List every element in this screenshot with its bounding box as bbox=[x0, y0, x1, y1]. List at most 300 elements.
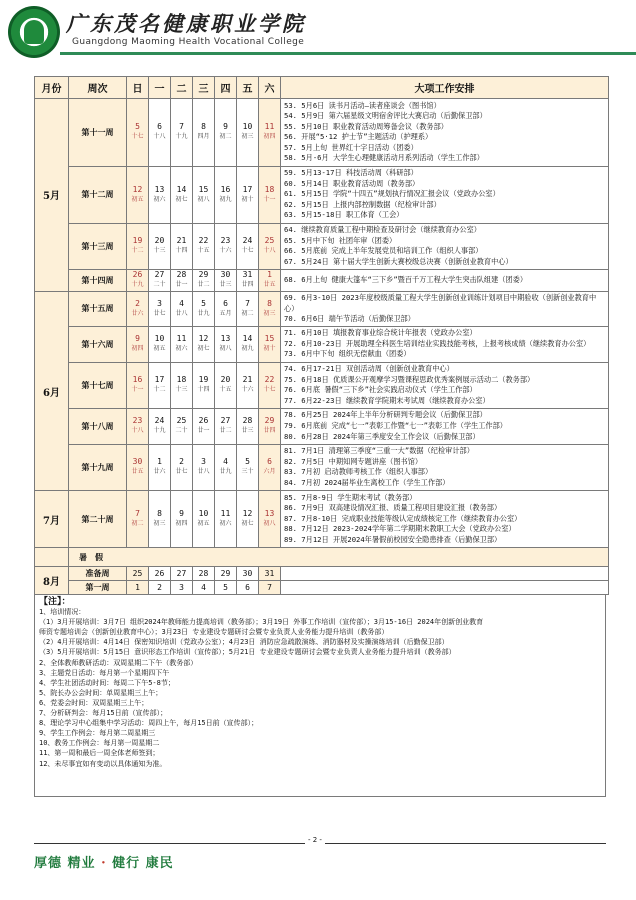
work-item: 81. 7月1日 清理第三季度“三重一大”数据（纪检审计部） bbox=[284, 446, 474, 456]
lunar-date: 初五 bbox=[131, 195, 144, 203]
day-number: 20 bbox=[154, 236, 165, 246]
day-number-cell: 1 bbox=[127, 581, 149, 595]
day-cell bbox=[193, 326, 215, 362]
blank-cell bbox=[281, 567, 609, 581]
lunar-date: 十九 bbox=[131, 281, 144, 289]
day-cell bbox=[259, 269, 281, 291]
blank-cell bbox=[281, 581, 609, 595]
week-row bbox=[35, 362, 609, 408]
day-cell bbox=[259, 362, 281, 408]
week-row bbox=[35, 223, 609, 269]
note-line: 11、第一周和最后一周全体老师签到； bbox=[39, 749, 160, 758]
day-number: 16 bbox=[132, 375, 143, 385]
week-cell: 第十二周 bbox=[69, 166, 127, 223]
lunar-date: 十九 bbox=[175, 133, 188, 141]
day-cell bbox=[149, 326, 171, 362]
day-cell bbox=[215, 362, 237, 408]
lunar-date: 十二 bbox=[131, 247, 144, 255]
day-cell bbox=[149, 444, 171, 490]
header-cell: 四 bbox=[215, 77, 237, 99]
day-number-cell: 7 bbox=[259, 581, 281, 595]
day-cell bbox=[237, 362, 259, 408]
day-number: 2 bbox=[135, 298, 140, 308]
day-number-cell: 28 bbox=[193, 567, 215, 581]
day-number-cell: 30 bbox=[237, 567, 259, 581]
note-line: 6、党委会时间：双周星期三上午； bbox=[39, 698, 149, 707]
day-number: 15 bbox=[264, 334, 275, 344]
day-number-cell: 3 bbox=[171, 581, 193, 595]
work-item: 68. 6月上旬 健康大篷车“三下乡”暨百千万工程大学生突击队组建（团委） bbox=[284, 275, 528, 285]
college-name-cn: 广东茂名健康职业学院 bbox=[66, 11, 306, 36]
week-row bbox=[35, 99, 609, 167]
day-number: 28 bbox=[242, 416, 253, 426]
lunar-date: 初四 bbox=[175, 520, 188, 528]
day-number: 4 bbox=[223, 457, 228, 467]
month-cell: 5月 bbox=[35, 99, 69, 292]
lunar-date: 初三 bbox=[153, 520, 166, 528]
motto-part-b: 健行 康民 bbox=[112, 856, 174, 871]
day-number: 10 bbox=[198, 509, 209, 519]
day-number: 30 bbox=[220, 270, 231, 280]
day-number: 4 bbox=[179, 298, 184, 308]
lunar-date: 初七 bbox=[241, 520, 254, 528]
college-name-en: Guangdong Maoming Health Vocational College bbox=[72, 37, 305, 47]
day-cell bbox=[215, 491, 237, 548]
work-item: 85. 7月8-9日 学生期末考试（教务部） bbox=[284, 492, 417, 502]
work-item: 74. 6月17-21日 双创活动周（创新创业教育中心） bbox=[284, 364, 454, 374]
day-cell bbox=[171, 166, 193, 223]
note-line: 2、全体教师教研活动：双周星期二下午（教务部） bbox=[39, 658, 198, 667]
table-header-row bbox=[35, 77, 609, 99]
day-cell bbox=[127, 408, 149, 444]
header-cell: 六 bbox=[259, 77, 281, 99]
day-number: 26 bbox=[198, 416, 209, 426]
day-cell bbox=[171, 223, 193, 269]
day-cell bbox=[237, 444, 259, 490]
day-cell bbox=[127, 326, 149, 362]
note-line: 3、主题党日活动：每月第一个星期四下午 bbox=[39, 668, 170, 677]
day-cell bbox=[149, 362, 171, 408]
lunar-date: 初四 bbox=[263, 133, 276, 141]
work-item: 59. 5月13-17日 科技活动周（科研部） bbox=[284, 168, 418, 178]
page-header bbox=[0, 0, 636, 62]
work-item: 56. 开展“5·12 护士节”主题活动（护理系） bbox=[284, 132, 433, 142]
motto-part-a: 厚德 精业 bbox=[34, 856, 96, 871]
header-divider bbox=[60, 52, 636, 55]
lunar-date: 廿二 bbox=[219, 427, 232, 435]
work-item: 65. 5月中下旬 社团年审（团委） bbox=[284, 235, 397, 245]
day-cell bbox=[171, 444, 193, 490]
work-item: 64. 继续教育质量工程中期检查及研讨会（继续教育办公室） bbox=[284, 225, 481, 235]
header-cell: 月份 bbox=[35, 77, 69, 99]
work-item: 77. 6月22-23日 继续教育学院期末考试周（继续教育办公室） bbox=[284, 395, 490, 405]
vacation-spacer bbox=[35, 548, 69, 567]
day-cell bbox=[237, 491, 259, 548]
week-cell: 第十四周 bbox=[69, 269, 127, 291]
day-number-cell: 26 bbox=[149, 567, 171, 581]
day-cell bbox=[259, 491, 281, 548]
lunar-date: 廿五 bbox=[131, 468, 144, 476]
day-cell bbox=[193, 362, 215, 408]
week-row bbox=[35, 491, 609, 548]
day-cell bbox=[237, 326, 259, 362]
work-items-cell bbox=[281, 444, 609, 490]
day-number: 3 bbox=[201, 457, 206, 467]
work-item: 67. 5月24日 第十届大学生创新大赛校级总决赛（创新创业教育中心） bbox=[284, 256, 513, 266]
day-cell bbox=[215, 408, 237, 444]
lunar-date: 十三 bbox=[175, 386, 188, 394]
lunar-date: 初五 bbox=[197, 520, 210, 528]
lunar-date: 初八 bbox=[219, 345, 232, 353]
lunar-date: 十一 bbox=[131, 386, 144, 394]
lunar-date: 十七 bbox=[131, 133, 144, 141]
work-item: 62. 5月15日 上报内部控制数据（纪检审计部） bbox=[284, 199, 441, 209]
week-cell: 第十三周 bbox=[69, 223, 127, 269]
day-number: 25 bbox=[176, 416, 187, 426]
day-cell bbox=[127, 362, 149, 408]
day-number: 11 bbox=[176, 334, 187, 344]
day-cell bbox=[127, 99, 149, 167]
day-number: 24 bbox=[242, 236, 253, 246]
page-number: - 2 - bbox=[305, 836, 325, 844]
work-items-cell bbox=[281, 491, 609, 548]
lunar-date: 初四 bbox=[131, 345, 144, 353]
day-number: 24 bbox=[154, 416, 165, 426]
day-cell bbox=[237, 166, 259, 223]
lunar-date: 十四 bbox=[197, 386, 210, 394]
header-cell: 五 bbox=[237, 77, 259, 99]
lunar-date: 初八 bbox=[263, 520, 276, 528]
work-item: 61. 5月15日 学院“十四五”规划执行情况汇报会议（党政办公室） bbox=[284, 189, 500, 199]
lunar-date: 初二 bbox=[241, 309, 254, 317]
week-cell: 第十七周 bbox=[69, 362, 127, 408]
work-item: 54. 5月9日 第六届星级文明宿舍评比大赛启动（后勤保卫部） bbox=[284, 111, 487, 121]
day-number: 19 bbox=[132, 236, 143, 246]
work-item: 87. 7月8-10日 完成职业技能等级认定成绩核定工作（继续教育办公室） bbox=[284, 513, 522, 523]
lunar-date: 十六 bbox=[219, 247, 232, 255]
note-line: 5、院长办公会时间：单周星期三上午； bbox=[39, 688, 163, 697]
work-item: 79. 6月底前 完成“七一”表彰工作暨“七一”表彰工作（学生工作部） bbox=[284, 421, 507, 431]
note-line: 7、分析研判会：每月15日前（宣传部）； bbox=[39, 709, 168, 718]
day-cell bbox=[259, 408, 281, 444]
day-cell bbox=[149, 408, 171, 444]
day-cell bbox=[237, 99, 259, 167]
day-number: 14 bbox=[176, 184, 187, 194]
day-cell bbox=[171, 362, 193, 408]
day-cell bbox=[237, 291, 259, 326]
day-number: 28 bbox=[176, 270, 187, 280]
day-cell bbox=[215, 269, 237, 291]
work-item: 78. 6月25日 2024年上半年分析研判专题会议（后勤保卫部） bbox=[284, 410, 487, 420]
day-number: 14 bbox=[242, 334, 253, 344]
lunar-date: 初三 bbox=[241, 133, 254, 141]
day-number: 10 bbox=[242, 122, 253, 132]
day-cell bbox=[215, 291, 237, 326]
lunar-date: 初八 bbox=[197, 195, 210, 203]
lunar-date: 廿四 bbox=[241, 281, 254, 289]
work-item: 70. 6月6日 端午节活动（后勤保卫部） bbox=[284, 314, 415, 324]
day-number: 22 bbox=[198, 236, 209, 246]
day-number: 23 bbox=[220, 236, 231, 246]
day-cell bbox=[149, 291, 171, 326]
day-number: 27 bbox=[154, 270, 165, 280]
lunar-date: 廿六 bbox=[131, 309, 144, 317]
day-cell bbox=[127, 269, 149, 291]
day-cell bbox=[259, 444, 281, 490]
lunar-date: 初二 bbox=[131, 520, 144, 528]
lunar-date: 廿八 bbox=[175, 309, 188, 317]
day-number: 6 bbox=[267, 457, 272, 467]
work-items-cell bbox=[281, 408, 609, 444]
lunar-date: 初九 bbox=[219, 195, 232, 203]
day-cell bbox=[127, 223, 149, 269]
lunar-date: 初六 bbox=[175, 345, 188, 353]
day-number: 2 bbox=[179, 457, 184, 467]
lunar-date: 十四 bbox=[175, 247, 188, 255]
day-number: 27 bbox=[220, 416, 231, 426]
day-number: 5 bbox=[201, 298, 206, 308]
day-cell bbox=[215, 99, 237, 167]
header-cell: 周次 bbox=[69, 77, 127, 99]
day-cell bbox=[237, 223, 259, 269]
lunar-date: 廿六 bbox=[153, 468, 166, 476]
lunar-date: 初六 bbox=[153, 195, 166, 203]
day-number: 21 bbox=[176, 236, 187, 246]
day-number: 12 bbox=[198, 334, 209, 344]
day-cell bbox=[215, 326, 237, 362]
work-item: 63. 5月15-18日 职工体育（工会） bbox=[284, 210, 404, 220]
lunar-date: 廿八 bbox=[197, 468, 210, 476]
note-line: （2）4月开展培训：4月14日 保密知识培训（党政办公室）；4月23日 消防应急疏散演练、消防器材及实操演练培训（后勤保卫部） bbox=[39, 638, 449, 647]
work-items-cell bbox=[281, 362, 609, 408]
day-number: 7 bbox=[135, 509, 140, 519]
lunar-date: 廿二 bbox=[197, 281, 210, 289]
note-line: 12、未尽事宜如有变动以具体通知为准。 bbox=[39, 759, 167, 768]
day-number: 31 bbox=[242, 270, 253, 280]
lunar-date: 廿三 bbox=[241, 427, 254, 435]
day-cell bbox=[193, 408, 215, 444]
header-cell: 日 bbox=[127, 77, 149, 99]
week-row bbox=[35, 269, 609, 291]
day-number: 1 bbox=[157, 457, 162, 467]
august-row bbox=[35, 567, 609, 581]
note-line: 4、学生社团活动时间：每周二下午5-8节； bbox=[39, 678, 175, 687]
lunar-date: 初七 bbox=[197, 345, 210, 353]
day-cell bbox=[237, 269, 259, 291]
work-item: 82. 7月5日 中期知网专题讲座（图书馆） bbox=[284, 456, 423, 466]
work-item: 55. 5月10日 职业教育活动周筹备会议（教务部） bbox=[284, 121, 448, 131]
note-line: 10、教务工作例会：每月第一周星期二 bbox=[39, 739, 160, 748]
work-items-cell bbox=[281, 291, 609, 326]
lunar-date: 五月 bbox=[219, 309, 232, 317]
lunar-date: 初二 bbox=[219, 133, 232, 141]
day-number: 9 bbox=[223, 122, 228, 132]
lunar-date: 十三 bbox=[153, 247, 166, 255]
day-cell bbox=[127, 491, 149, 548]
day-cell bbox=[171, 99, 193, 167]
day-cell bbox=[259, 223, 281, 269]
day-number: 13 bbox=[264, 509, 275, 519]
lunar-date: 廿九 bbox=[219, 468, 232, 476]
day-number: 25 bbox=[264, 236, 275, 246]
work-item: 72. 6月10-23日 开展助理全科医生培训结业实践技能考核，上报考核成绩（继续教育办公室） bbox=[284, 338, 591, 348]
work-item: 86. 7月9日 双高建设情况汇报、质量工程项目建设汇报（教务部） bbox=[284, 503, 502, 513]
motto-separator: · bbox=[101, 856, 107, 871]
lunar-date: 初九 bbox=[241, 345, 254, 353]
day-number: 19 bbox=[198, 375, 209, 385]
lunar-date: 廿三 bbox=[219, 281, 232, 289]
day-number: 13 bbox=[154, 184, 165, 194]
day-number: 5 bbox=[135, 122, 140, 132]
day-cell bbox=[193, 223, 215, 269]
day-number: 8 bbox=[267, 298, 272, 308]
day-cell bbox=[127, 291, 149, 326]
day-number-cell: 4 bbox=[193, 581, 215, 595]
day-number: 26 bbox=[132, 270, 143, 280]
day-cell bbox=[149, 269, 171, 291]
work-item: 83. 7月初 启动教师考核工作（组织人事部） bbox=[284, 467, 433, 477]
lunar-date: 十九 bbox=[153, 427, 166, 435]
lunar-date: 十八 bbox=[263, 247, 276, 255]
lunar-date: 六月 bbox=[263, 468, 276, 476]
lunar-date: 十六 bbox=[241, 386, 254, 394]
lunar-date: 廿四 bbox=[263, 427, 276, 435]
month-cell: 6月 bbox=[35, 291, 69, 490]
lunar-date: 廿九 bbox=[197, 309, 210, 317]
week-row bbox=[35, 408, 609, 444]
day-number: 12 bbox=[132, 184, 143, 194]
day-number: 8 bbox=[157, 509, 162, 519]
day-number: 11 bbox=[220, 509, 231, 519]
work-item: 88. 7月12日 2023-2024学年第二学期期末教职工大会（党政办公室） bbox=[284, 524, 516, 534]
week-row bbox=[35, 166, 609, 223]
day-number: 30 bbox=[132, 457, 143, 467]
day-cell bbox=[149, 99, 171, 167]
lunar-date: 初十 bbox=[263, 345, 276, 353]
day-number-cell: 27 bbox=[171, 567, 193, 581]
work-item: 71. 6月10日 填报教育事业综合统计年报表（党政办公室） bbox=[284, 328, 477, 338]
work-item: 57. 5月上旬 世界红十字日活动（团委） bbox=[284, 142, 418, 152]
note-line: 师资专题培训会（创新创业教育中心）；3月23日 专业建设专题研讨会暨专业负责人业务能力提升培训（教务部） bbox=[39, 628, 389, 637]
day-number: 17 bbox=[242, 184, 253, 194]
header-cell: 大项工作安排 bbox=[281, 77, 609, 99]
work-item: 73. 6月中下旬 组织无偿献血（团委） bbox=[284, 349, 411, 359]
day-cell bbox=[149, 166, 171, 223]
work-items-cell bbox=[281, 269, 609, 291]
day-number: 11 bbox=[264, 122, 275, 132]
day-number-cell: 2 bbox=[149, 581, 171, 595]
day-cell bbox=[259, 326, 281, 362]
day-cell bbox=[171, 408, 193, 444]
week-cell: 准备周 bbox=[69, 567, 127, 581]
lunar-date: 初十 bbox=[241, 195, 254, 203]
lunar-date: 廿七 bbox=[153, 309, 166, 317]
lunar-date: 十五 bbox=[197, 247, 210, 255]
header-cell: 二 bbox=[171, 77, 193, 99]
lunar-date: 初六 bbox=[219, 520, 232, 528]
day-number: 21 bbox=[242, 375, 253, 385]
work-item: 75. 6月18日 优质课公开观摩学习暨课程思政优秀案例展示活动二（教务部） bbox=[284, 374, 535, 384]
day-number: 6 bbox=[157, 122, 162, 132]
day-number-cell: 29 bbox=[215, 567, 237, 581]
day-number: 29 bbox=[198, 270, 209, 280]
lunar-date: 初五 bbox=[153, 345, 166, 353]
week-cell: 第十九周 bbox=[69, 444, 127, 490]
day-number: 7 bbox=[179, 122, 184, 132]
day-cell bbox=[193, 491, 215, 548]
day-number: 16 bbox=[220, 184, 231, 194]
day-cell bbox=[215, 166, 237, 223]
day-cell bbox=[237, 408, 259, 444]
lunar-date: 初三 bbox=[263, 309, 276, 317]
note-line: 1、培训情况： bbox=[39, 608, 86, 617]
day-cell bbox=[171, 291, 193, 326]
lunar-date: 廿五 bbox=[263, 281, 276, 289]
day-number: 17 bbox=[154, 375, 165, 385]
day-cell bbox=[171, 491, 193, 548]
lunar-date: 十一 bbox=[263, 195, 276, 203]
day-cell bbox=[259, 99, 281, 167]
work-item: 53. 5月6日 读书月活动—读者座谈会（图书馆） bbox=[284, 100, 441, 110]
lunar-date: 十二 bbox=[153, 386, 166, 394]
lunar-date: 二十 bbox=[175, 427, 188, 435]
lunar-date: 十八 bbox=[153, 133, 166, 141]
work-items-cell bbox=[281, 326, 609, 362]
day-number: 20 bbox=[220, 375, 231, 385]
work-item: 69. 6月3-10日 2023年度校级质量工程大学生创新创业训练计划项目中期验收（创新创业教育中心） bbox=[284, 292, 597, 313]
day-cell bbox=[215, 223, 237, 269]
lunar-date: 初七 bbox=[175, 195, 188, 203]
day-cell bbox=[127, 444, 149, 490]
day-number: 8 bbox=[201, 122, 206, 132]
header-cell: 三 bbox=[193, 77, 215, 99]
work-items-cell bbox=[281, 166, 609, 223]
note-line: 9、学生工作例会：每月第二周星期三 bbox=[39, 729, 156, 738]
day-cell bbox=[193, 444, 215, 490]
day-number: 18 bbox=[176, 375, 187, 385]
day-number: 22 bbox=[264, 375, 275, 385]
day-number: 1 bbox=[267, 270, 272, 280]
day-number: 3 bbox=[157, 298, 162, 308]
day-cell bbox=[149, 491, 171, 548]
lunar-date: 十七 bbox=[241, 247, 254, 255]
day-cell bbox=[259, 166, 281, 223]
work-item: 76. 6月底 暑假“三下乡”社会实践启动仪式（学生工作部） bbox=[284, 385, 477, 395]
week-cell: 第十五周 bbox=[69, 291, 127, 326]
work-items-cell bbox=[281, 99, 609, 167]
august-row bbox=[35, 581, 609, 595]
day-cell bbox=[193, 166, 215, 223]
notes-title: 【注】： bbox=[39, 597, 71, 607]
day-cell bbox=[259, 291, 281, 326]
header-cell: 一 bbox=[149, 77, 171, 99]
day-number-cell: 31 bbox=[259, 567, 281, 581]
week-cell: 第一周 bbox=[69, 581, 127, 595]
day-number: 10 bbox=[154, 334, 165, 344]
lunar-date: 十七 bbox=[263, 386, 276, 394]
work-items-cell bbox=[281, 223, 609, 269]
day-cell bbox=[171, 326, 193, 362]
note-line: 8、理论学习中心组集中学习活动：周四上午，每月15日前（宣传部）； bbox=[39, 719, 259, 728]
week-row bbox=[35, 291, 609, 326]
day-number-cell: 6 bbox=[237, 581, 259, 595]
vacation-row bbox=[35, 548, 609, 567]
vacation-label: 暑 假 bbox=[69, 548, 609, 567]
day-number: 7 bbox=[245, 298, 250, 308]
lunar-date: 十五 bbox=[219, 386, 232, 394]
day-cell bbox=[193, 99, 215, 167]
week-cell: 第十八周 bbox=[69, 408, 127, 444]
